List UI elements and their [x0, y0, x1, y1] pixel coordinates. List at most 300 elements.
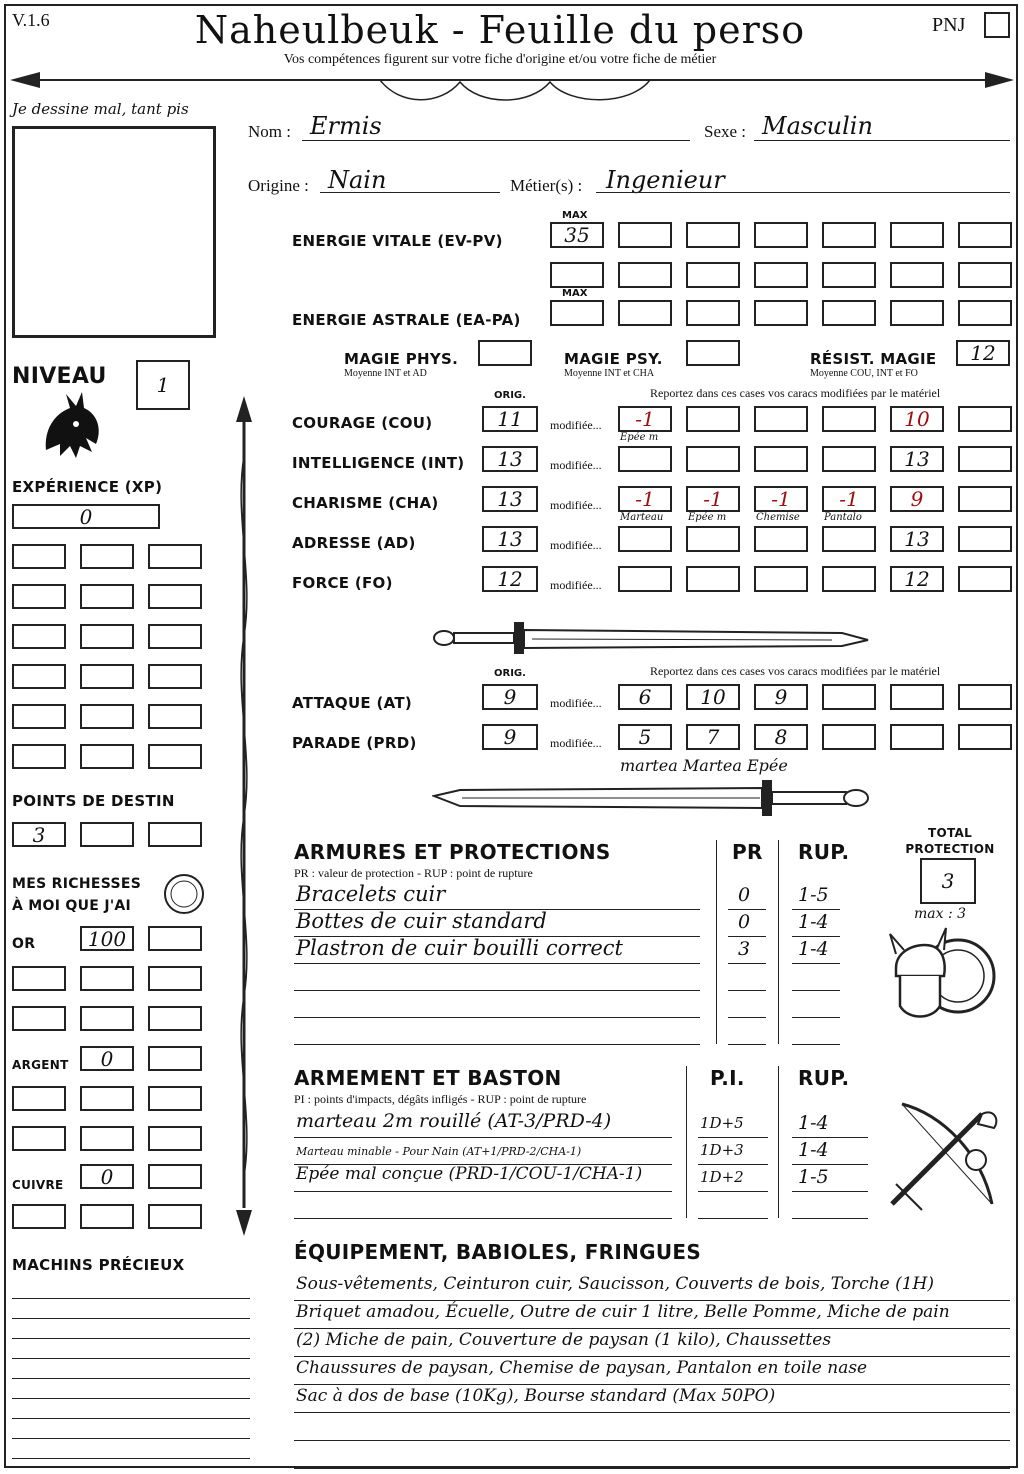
carac-modif-note: Marteau: [620, 512, 664, 523]
armement-divider-1: [686, 1066, 687, 1218]
carac-modif-box[interactable]: [754, 526, 808, 552]
combat-modif-box[interactable]: [958, 724, 1012, 750]
ev-track-box[interactable]: [958, 222, 1012, 248]
or-box[interactable]: [80, 966, 134, 991]
or-label: OR: [12, 936, 36, 952]
sexe-underline: [754, 140, 1010, 141]
equipement-underline: [294, 1468, 1010, 1469]
carac-modif-box[interactable]: [958, 446, 1012, 472]
carac-modif-value: [824, 448, 874, 470]
machins-line[interactable]: [12, 1318, 250, 1319]
armement-title: ARMEMENT ET BASTON: [294, 1066, 562, 1090]
arme-line: [294, 1137, 672, 1138]
resist-magie-value: 12: [970, 341, 996, 365]
carac-modif-note: Chemise: [756, 512, 800, 523]
metier-underline: [596, 192, 1010, 193]
carac-modif-label: modifiée...: [550, 498, 602, 512]
ev-track-box[interactable]: [822, 222, 876, 248]
carac-orig-value: 12: [497, 567, 523, 591]
combat-modif-box[interactable]: [618, 684, 672, 710]
carac-orig-box[interactable]: [482, 406, 538, 432]
carac-modif-label: modifiée...: [550, 538, 602, 552]
argent-value: 0: [100, 1046, 114, 1071]
carac-modif-value: [756, 408, 806, 430]
ea-track-box[interactable]: [890, 300, 944, 326]
equipement-line[interactable]: (2) Miche de pain, Couverture de paysan (1 kilo), Chaussettes: [296, 1330, 832, 1350]
or-box[interactable]: [80, 1006, 134, 1031]
ev-track-box[interactable]: [958, 262, 1012, 288]
armure-line: [294, 963, 700, 964]
origine-underline: [320, 192, 500, 193]
nom-label: Nom :: [248, 122, 291, 141]
carac-modif-value: -1: [635, 407, 655, 431]
carac-orig-value: 11: [497, 407, 523, 431]
carac-modif-box[interactable]: [890, 486, 944, 512]
equipement-underline: [294, 1356, 1010, 1357]
carac-modif-box[interactable]: [618, 566, 672, 592]
combat-modif-value: 9: [774, 685, 788, 709]
carac-modif-value: [756, 448, 806, 470]
nom-value[interactable]: Ermis: [310, 112, 382, 140]
carac-modif-value: [756, 568, 806, 590]
equipement-underline: [294, 1440, 1010, 1441]
ev-track-box[interactable]: [686, 222, 740, 248]
armure-pr[interactable]: 0: [738, 911, 751, 933]
ev-track-box[interactable]: [890, 222, 944, 248]
equipement-line[interactable]: Briquet amadou, Écuelle, Outre de cuir 1 litre, Belle Pomme, Miche de pain: [296, 1302, 950, 1322]
carac-modif-value: [824, 408, 874, 430]
ev-track-box[interactable]: [686, 262, 740, 288]
combat-orig-value: 9: [503, 685, 517, 709]
total-protection-value: 3: [941, 869, 955, 893]
carac-modif-value: [620, 448, 670, 470]
carac-modif-box[interactable]: [754, 486, 808, 512]
argent-box[interactable]: [80, 1086, 134, 1111]
carac-modif-value: [960, 528, 1010, 550]
combat-modif-value: [892, 686, 942, 708]
ea-max-box[interactable]: [550, 300, 604, 326]
carac-modif-value: 9: [910, 487, 924, 511]
cuivre-value: 0: [100, 1164, 114, 1189]
combat-modif-box[interactable]: [890, 724, 944, 750]
sheet-title: Naheulbeuk - Feuille du perso: [194, 8, 806, 52]
carac-modif-value: [688, 528, 738, 550]
xp-box[interactable]: [12, 664, 66, 689]
xp-box[interactable]: [12, 504, 160, 529]
xp-box[interactable]: [148, 704, 202, 729]
ev-max-box[interactable]: [550, 222, 604, 248]
ev-track-box[interactable]: [890, 262, 944, 288]
magie-phys-value: [480, 342, 530, 364]
carac-modif-value: [688, 568, 738, 590]
xp-box[interactable]: [80, 704, 134, 729]
ea-track-box[interactable]: [618, 300, 672, 326]
carac-modif-note: Pantalo: [824, 512, 862, 523]
combat-modif-label: modifiée...: [550, 736, 602, 750]
carac-modif-value: -1: [839, 487, 859, 511]
magie-psy-sub: Moyenne INT et CHA: [564, 368, 655, 379]
carac-modif-box[interactable]: [618, 526, 672, 552]
armure-pr-line: [728, 1017, 766, 1018]
xp-box[interactable]: [80, 664, 134, 689]
armures-sub: PR : valeur de protection - RUP : point de rupture: [294, 866, 533, 880]
weapons-icon: [882, 1094, 1006, 1218]
ev-track-box[interactable]: [754, 262, 808, 288]
armure-pr-line: [728, 990, 766, 991]
armement-pi-label: P.I.: [710, 1066, 745, 1090]
arme-rup[interactable]: 1-5: [798, 1166, 829, 1188]
armure-pr-line: [728, 1044, 766, 1045]
arme-name[interactable]: Epée mal conçue (PRD-1/COU-1/CHA-1): [296, 1164, 643, 1184]
armure-pr-line: [728, 909, 766, 910]
armure-rup-line: [792, 936, 840, 937]
ea-max-label: MAX: [562, 288, 588, 299]
total-protection-box[interactable]: [920, 858, 976, 904]
combat-modif-label: modifiée...: [550, 696, 602, 710]
cuivre-box-4[interactable]: [80, 1204, 134, 1229]
ev-track-box[interactable]: [754, 222, 808, 248]
arme-name[interactable]: Marteau minable - Pour Nain (AT+1/PRD-2/CHA-1): [296, 1145, 582, 1158]
carac-modif-label: modifiée...: [550, 578, 602, 592]
combat-modif-box[interactable]: [686, 724, 740, 750]
xp-box[interactable]: [80, 544, 134, 569]
carac-modif-box[interactable]: [686, 486, 740, 512]
resist-magie-label: RÉSIST. MAGIE: [810, 350, 937, 368]
machins-line[interactable]: [12, 1338, 250, 1339]
carac-modif-box[interactable]: [890, 446, 944, 472]
metier-value[interactable]: Ingenieur: [606, 166, 725, 194]
xp-box[interactable]: [148, 664, 202, 689]
carac-modif-value: [688, 448, 738, 470]
armure-line: [294, 990, 700, 991]
carac-orig-value: 13: [497, 487, 523, 511]
armures-divider-2: [778, 840, 779, 1044]
armure-rup[interactable]: 1-4: [798, 938, 829, 960]
or-box[interactable]: [12, 1006, 66, 1031]
cuivre-box-3[interactable]: [12, 1204, 66, 1229]
carac-modif-box[interactable]: [686, 566, 740, 592]
argent-label: ARGENT: [12, 1058, 69, 1072]
carac-modif-value: [688, 408, 738, 430]
carac-modif-box[interactable]: [754, 566, 808, 592]
niveau-value: 1: [156, 373, 170, 397]
armure-rup-line: [792, 963, 840, 964]
equipement-line[interactable]: Sous-vêtements, Ceinturon cuir, Saucisson, Couverts de bois, Torche (1H): [296, 1274, 934, 1294]
arme-pi[interactable]: 1D+3: [700, 1141, 744, 1159]
arme-rup-line: [792, 1164, 868, 1165]
destin-box-1[interactable]: [12, 822, 66, 847]
machins-line[interactable]: [12, 1298, 250, 1299]
carac-modif-box[interactable]: [822, 566, 876, 592]
magie-psy-value: [688, 342, 738, 364]
or-box-2[interactable]: [148, 926, 202, 951]
carac-modif-value: 10: [904, 407, 930, 431]
carac-label: COURAGE (COU): [292, 414, 433, 432]
cuivre-box[interactable]: [80, 1164, 134, 1189]
armure-name[interactable]: Bracelets cuir: [296, 882, 446, 906]
armure-pr-line: [728, 963, 766, 964]
combat-modif-box[interactable]: [822, 724, 876, 750]
argent-box-2[interactable]: [148, 1046, 202, 1071]
carac-label: CHARISME (CHA): [292, 494, 439, 512]
carac-orig-box[interactable]: [482, 526, 538, 552]
carac-modif-value: -1: [635, 487, 655, 511]
dragon-icon: [36, 390, 108, 462]
ea-track-box[interactable]: [754, 300, 808, 326]
pnj-label: PNJ: [932, 14, 966, 36]
or-box[interactable]: [148, 966, 202, 991]
combat-modif-value: 7: [706, 725, 720, 749]
ev-track-box[interactable]: [618, 222, 672, 248]
armure-rup[interactable]: 1-5: [798, 884, 829, 906]
combat-modif-box[interactable]: [618, 724, 672, 750]
richesses-label-1: MES RICHESSES: [12, 876, 142, 892]
carac-orig-value: 13: [497, 447, 523, 471]
cuivre-box-5[interactable]: [148, 1204, 202, 1229]
machins-label: MACHINS PRÉCIEUX: [12, 1256, 185, 1274]
ev-track-box[interactable]: [618, 262, 672, 288]
or-value: 100: [87, 926, 127, 951]
carac-modif-note: Epée m: [688, 512, 727, 523]
combat-orig-box[interactable]: [482, 724, 538, 750]
armures-rup-label: RUP.: [798, 840, 850, 864]
combat-modif-value: [960, 686, 1010, 708]
carac-modif-box[interactable]: [686, 526, 740, 552]
carac-modif-value: -1: [771, 487, 791, 511]
arme-rup-line: [792, 1218, 868, 1219]
combat-modif-value: [960, 726, 1010, 748]
armure-rup-line: [792, 909, 840, 910]
combat-modif-box[interactable]: [686, 684, 740, 710]
caracs-report-note: Reportez dans ces cases vos caracs modifiées par le matériel: [650, 386, 941, 400]
armement-sub: PI : points d'impacts, dégâts infligés - RUP : point de rupture: [294, 1092, 587, 1106]
carac-modif-note: Epée m: [620, 432, 659, 443]
arme-pi[interactable]: 1D+2: [700, 1168, 744, 1186]
armure-name[interactable]: Bottes de cuir standard: [296, 909, 547, 933]
equipement-underline: [294, 1300, 1010, 1301]
armure-line: [294, 1017, 700, 1018]
ea-track-box[interactable]: [822, 300, 876, 326]
carac-modif-box[interactable]: [890, 526, 944, 552]
combat-modif-value: 8: [774, 725, 788, 749]
niveau-label: NIVEAU: [12, 364, 107, 389]
ea-max-value: [552, 302, 602, 324]
combat-modif-box[interactable]: [754, 724, 808, 750]
carac-modif-box[interactable]: [618, 446, 672, 472]
carac-label: FORCE (FO): [292, 574, 393, 592]
carac-modif-box[interactable]: [958, 486, 1012, 512]
equipement-title: ÉQUIPEMENT, BABIOLES, FRINGUES: [294, 1240, 702, 1264]
xp-box[interactable]: [12, 584, 66, 609]
machins-line[interactable]: [12, 1398, 250, 1399]
arme-rup-line: [792, 1191, 868, 1192]
destin-box-2[interactable]: [80, 822, 134, 847]
carac-orig-box[interactable]: [482, 486, 538, 512]
portrait-box[interactable]: [12, 126, 216, 338]
carac-modif-value: 13: [904, 447, 930, 471]
armure-pr-line: [728, 936, 766, 937]
carac-modif-label: modifiée...: [550, 418, 602, 432]
argent-box[interactable]: [12, 1126, 66, 1151]
carac-orig-box[interactable]: [482, 446, 538, 472]
armure-name[interactable]: Plastron de cuir bouilli correct: [296, 936, 623, 960]
machins-line[interactable]: [12, 1458, 250, 1459]
niveau-box[interactable]: [136, 360, 190, 410]
arme-name[interactable]: marteau 2m rouillé (AT-3/PRD-4): [296, 1110, 612, 1132]
arme-pi-line: [698, 1137, 768, 1138]
carac-modif-value: [960, 408, 1010, 430]
arme-rup[interactable]: 1-4: [798, 1112, 829, 1134]
carac-modif-box[interactable]: [958, 566, 1012, 592]
sexe-label: Sexe :: [704, 122, 747, 141]
arme-pi-line: [698, 1218, 768, 1219]
or-box[interactable]: [12, 966, 66, 991]
richesses-label-2: À MOI QUE J'AI: [12, 898, 132, 914]
carac-modif-box[interactable]: [618, 486, 672, 512]
armure-rup-line: [792, 1044, 840, 1045]
carac-modif-value: [756, 528, 806, 550]
combat-modif-box[interactable]: [890, 684, 944, 710]
carac-modif-box[interactable]: [822, 486, 876, 512]
armure-pr[interactable]: 0: [738, 884, 751, 906]
carac-modif-box[interactable]: [890, 406, 944, 432]
armement-rup-label: RUP.: [798, 1066, 850, 1090]
xp-box[interactable]: [12, 704, 66, 729]
carac-modif-box[interactable]: [754, 446, 808, 472]
armure-pr[interactable]: 3: [738, 938, 751, 960]
armure-rup[interactable]: 1-4: [798, 911, 829, 933]
ea-track-box[interactable]: [958, 300, 1012, 326]
sexe-value[interactable]: Masculin: [762, 112, 873, 140]
armures-divider-1: [716, 840, 717, 1044]
xp-box[interactable]: [148, 584, 202, 609]
resist-magie-box[interactable]: [956, 340, 1010, 366]
argent-box[interactable]: [80, 1046, 134, 1071]
magie-psy-box[interactable]: [686, 340, 740, 366]
xp-box[interactable]: [148, 544, 202, 569]
combat-report-note: Reportez dans ces cases vos caracs modifiées par le matériel: [650, 664, 941, 678]
combat-modif-value: [824, 686, 874, 708]
xp-box[interactable]: [80, 744, 134, 769]
carac-label: ADRESSE (AD): [292, 534, 416, 552]
combat-modif-value: 5: [638, 725, 652, 749]
ea-label: ENERGIE ASTRALE (EA-PA): [292, 311, 521, 329]
xp-box[interactable]: [148, 624, 202, 649]
magie-phys-box[interactable]: [478, 340, 532, 366]
machins-line[interactable]: [12, 1438, 250, 1439]
metier-label: Métier(s) :: [510, 176, 583, 195]
combat-weapons-note: martea Martea Epée: [620, 756, 788, 775]
xp-box[interactable]: [12, 544, 66, 569]
carac-modif-value: [960, 448, 1010, 470]
carac-modif-box[interactable]: [686, 446, 740, 472]
arme-pi-line: [698, 1191, 768, 1192]
combat-orig-box[interactable]: [482, 684, 538, 710]
xp-box[interactable]: [80, 584, 134, 609]
equipement-underline: [294, 1412, 1010, 1413]
carac-modif-box[interactable]: [822, 446, 876, 472]
or-box[interactable]: [148, 1006, 202, 1031]
helmet-shield-icon: [888, 924, 1000, 1024]
destin-label: POINTS DE DESTIN: [12, 792, 175, 810]
carac-modif-value: -1: [703, 487, 723, 511]
total-protection-label-2: PROTECTION: [905, 842, 995, 856]
combat-modif-value: 10: [700, 685, 726, 709]
carac-modif-value: [824, 528, 874, 550]
machins-line[interactable]: [12, 1378, 250, 1379]
ea-track-box[interactable]: [686, 300, 740, 326]
carac-modif-box[interactable]: [618, 406, 672, 432]
machins-line[interactable]: [12, 1358, 250, 1359]
combat-modif-box[interactable]: [958, 684, 1012, 710]
arme-pi[interactable]: 1D+5: [700, 1114, 744, 1132]
armure-rup-line: [792, 1017, 840, 1018]
xp-box[interactable]: [80, 624, 134, 649]
version-label: V.1.6: [12, 10, 50, 30]
nom-underline: [302, 140, 690, 141]
carac-orig-value: 13: [497, 527, 523, 551]
spear-vertical-icon: [232, 396, 256, 1236]
combat-modif-box[interactable]: [822, 684, 876, 710]
total-protection-label-1: TOTAL: [927, 826, 973, 840]
carac-modif-box[interactable]: [958, 406, 1012, 432]
ev-max-label: MAX: [562, 210, 588, 221]
ev-track-box[interactable]: [550, 262, 604, 288]
carac-modif-value: [960, 568, 1010, 590]
xp-box[interactable]: [148, 744, 202, 769]
combat-modif-box[interactable]: [754, 684, 808, 710]
arme-rup-line: [792, 1137, 868, 1138]
combat-orig-label: ORIG.: [494, 668, 526, 679]
argent-box[interactable]: [80, 1126, 134, 1151]
origine-label: Origine :: [248, 176, 309, 195]
carac-modif-value: [620, 568, 670, 590]
carac-modif-value: [824, 568, 874, 590]
combat-modif-value: [824, 726, 874, 748]
argent-box[interactable]: [148, 1126, 202, 1151]
carac-orig-box[interactable]: [482, 566, 538, 592]
ev-max-value: 35: [564, 223, 590, 247]
or-box[interactable]: [80, 926, 134, 951]
carac-modif-box[interactable]: [686, 406, 740, 432]
carac-modif-box[interactable]: [890, 566, 944, 592]
carac-modif-box[interactable]: [958, 526, 1012, 552]
argent-box[interactable]: [12, 1086, 66, 1111]
cuivre-label: CUIVRE: [12, 1178, 64, 1192]
armure-line: [294, 1044, 700, 1045]
equipement-line[interactable]: Sac à dos de base (10Kg), Bourse standard (Max 50PO): [296, 1386, 776, 1406]
magie-psy-label: MAGIE PSY.: [564, 350, 663, 368]
pnj-checkbox[interactable]: [984, 12, 1010, 38]
xp-box[interactable]: [12, 624, 66, 649]
arme-rup[interactable]: 1-4: [798, 1139, 829, 1161]
arme-line: [294, 1218, 672, 1219]
carac-modif-box[interactable]: [754, 406, 808, 432]
carac-modif-box[interactable]: [822, 526, 876, 552]
carac-modif-box[interactable]: [822, 406, 876, 432]
cuivre-box-2[interactable]: [148, 1164, 202, 1189]
equipement-line[interactable]: Chaussures de paysan, Chemise de paysan, Pantalon en toile nase: [296, 1358, 868, 1378]
ev-track-box[interactable]: [822, 262, 876, 288]
argent-box[interactable]: [148, 1086, 202, 1111]
machins-line[interactable]: [12, 1418, 250, 1419]
destin-value: 3: [32, 822, 46, 847]
destin-box-3[interactable]: [148, 822, 202, 847]
origine-value[interactable]: Nain: [328, 166, 387, 194]
ev-label: ENERGIE VITALE (EV-PV): [292, 232, 503, 250]
xp-box[interactable]: [12, 744, 66, 769]
arme-pi-line: [698, 1164, 768, 1165]
